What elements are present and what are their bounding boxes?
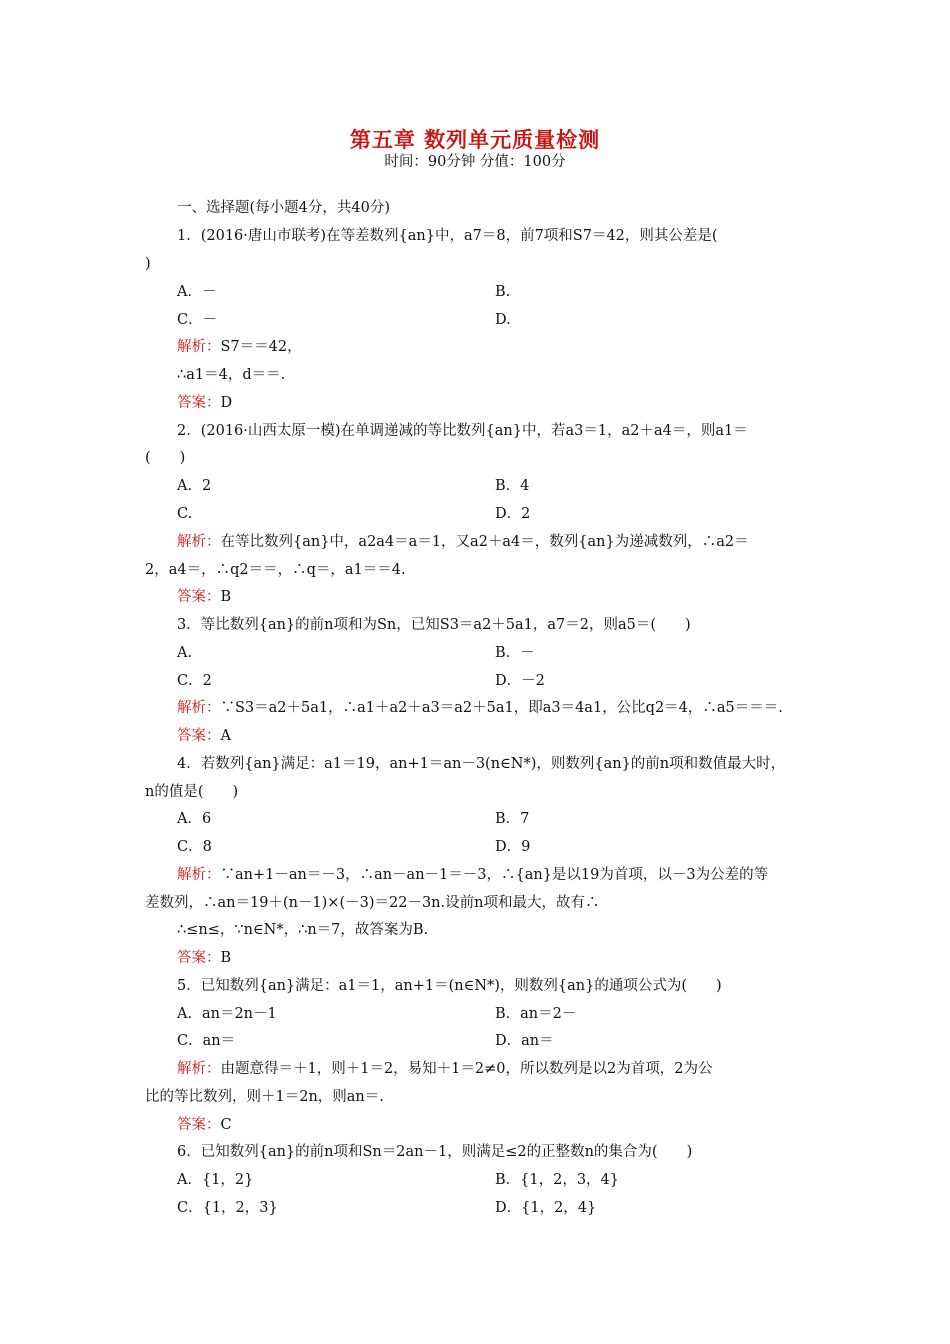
q5-solution-line-2: 比的等比数列，则＋1＝2n，则an＝. xyxy=(145,1089,384,1105)
answer-label: 答案： xyxy=(177,728,221,744)
question-4-stem-cont: n的值是( ) xyxy=(145,784,239,800)
q1-answer xyxy=(177,394,232,412)
q4-solution-line-2: 差数列，∴an＝19＋(n－1)×(－3)＝22－3n.设前n项和最大，故有∴ xyxy=(145,895,600,911)
solution-text: 由题意得＝＋1，则＋1＝2，易知＋1＝2≠0，所以数列是以2为首项，2为公 xyxy=(220,1061,713,1077)
q6-option-a: A．{1，2} xyxy=(177,1172,254,1188)
q6-option-b: B．{1，2，3，4} xyxy=(495,1172,620,1188)
question-6-stem: 6．已知数列{an}的前n项和Sn＝2an－1，则满足≤2的正整数n的集合为( ) xyxy=(177,1144,693,1160)
q5-option-d: D．an＝ xyxy=(495,1033,554,1049)
solution-text: ∵an+1－an＝－3，∴an－an－1＝－3，∴{an}是以19为首项，以－3为公差的等 xyxy=(220,867,769,883)
q4-solution-line-3: ∴≤n≤，∵n∈N*，∴n＝7，故答案为B. xyxy=(177,922,429,938)
answer-value: B xyxy=(220,589,232,605)
q3-answer xyxy=(177,727,231,745)
q3-option-b: B．－ xyxy=(495,645,535,661)
answer-value: B xyxy=(220,950,232,966)
solution-text: ∵S3＝a2＋5a1，∴a1＋a2＋a3＝a2＋5a1，即a3＝4a1，公比q2＝4，∴a5＝＝＝. xyxy=(220,700,783,716)
page-subtitle: 时间：90分钟 分值：100分 xyxy=(384,154,566,170)
q3-solution-line-1 xyxy=(177,699,783,717)
q3-option-c: C．2 xyxy=(177,673,212,689)
question-1-stem: 1．(2016·唐山市联考)在等差数列{an}中，a7＝8，前7项和S7＝42，则其公差是( xyxy=(177,228,718,244)
q1-option-b: B. xyxy=(495,284,511,300)
q4-option-c: C．8 xyxy=(177,839,212,855)
q1-solution-line-2: ∴a1＝4，d＝＝. xyxy=(177,367,286,383)
q3-option-a: A. xyxy=(177,645,193,661)
q4-option-a: A．6 xyxy=(177,811,212,827)
q1-solution-line-1 xyxy=(177,338,302,356)
q2-solution-line-1 xyxy=(177,533,749,551)
q2-option-c: C. xyxy=(177,506,193,522)
solution-label: 解析： xyxy=(177,700,221,716)
q4-solution-line-1 xyxy=(177,866,768,884)
q2-option-d: D．2 xyxy=(495,506,531,522)
answer-value: C xyxy=(220,1117,232,1133)
question-2-stem: 2．(2016·山西太原一模)在单调递减的等比数列{an}中，若a3＝1，a2＋a4＝，则a1＝ xyxy=(177,423,748,439)
q1-option-a: A．－ xyxy=(177,284,217,300)
solution-label: 解析： xyxy=(177,867,221,883)
question-3-stem: 3．等比数列{an}的前n项和为Sn，已知S3＝a2＋5a1，a7＝2，则a5＝( ) xyxy=(177,617,691,633)
q6-option-d: D．{1，2，4} xyxy=(495,1200,597,1216)
solution-text: 在等比数列{an}中，a2a4＝a＝1，又a2＋a4＝，数列{an}为递减数列，∴a2＝ xyxy=(220,534,749,550)
q2-answer xyxy=(177,588,231,606)
question-4-stem: 4．若数列{an}满足：a1＝19，an+1＝an－3(n∈N*)，则数列{an}的前n项和数值最大时， xyxy=(177,756,786,772)
q5-answer xyxy=(177,1116,232,1134)
q6-option-c: C．{1，2，3} xyxy=(177,1200,278,1216)
q2-option-b: B．4 xyxy=(495,478,530,494)
solution-label: 解析： xyxy=(177,534,221,550)
solution-label: 解析： xyxy=(177,1061,221,1077)
answer-label: 答案： xyxy=(177,1117,221,1133)
q4-option-d: D．9 xyxy=(495,839,531,855)
q2-solution-line-2: 2，a4＝，∴q2＝＝，∴q＝，a1＝＝4. xyxy=(145,562,406,578)
q2-option-a: A．2 xyxy=(177,478,212,494)
section-heading: 一、选择题(每小题4分，共40分) xyxy=(177,200,390,216)
solution-text: S7＝＝42， xyxy=(220,339,302,355)
q5-option-a: A．an＝2n－1 xyxy=(177,1006,277,1022)
q4-answer xyxy=(177,949,231,967)
q5-solution-line-1 xyxy=(177,1060,712,1078)
answer-label: 答案： xyxy=(177,589,221,605)
question-1-stem-cont: ) xyxy=(145,256,151,272)
question-2-stem-cont: ( ) xyxy=(145,450,186,466)
q1-option-c: C．－ xyxy=(177,312,218,328)
answer-value: D xyxy=(220,395,233,411)
q5-option-b: B．an＝2－ xyxy=(495,1006,577,1022)
q1-option-d: D. xyxy=(495,312,511,328)
answer-label: 答案： xyxy=(177,950,221,966)
question-5-stem: 5．已知数列{an}满足：a1＝1，an+1＝(n∈N*)，则数列{an}的通项公式为( ) xyxy=(177,978,722,994)
page-title: 第五章 数列单元质量检测 xyxy=(349,127,601,152)
q5-option-c: C．an＝ xyxy=(177,1033,236,1049)
solution-label: 解析： xyxy=(177,339,221,355)
answer-label: 答案： xyxy=(177,395,221,411)
q4-option-b: B．7 xyxy=(495,811,530,827)
answer-value: A xyxy=(220,728,231,744)
q3-option-d: D．－2 xyxy=(495,673,545,689)
